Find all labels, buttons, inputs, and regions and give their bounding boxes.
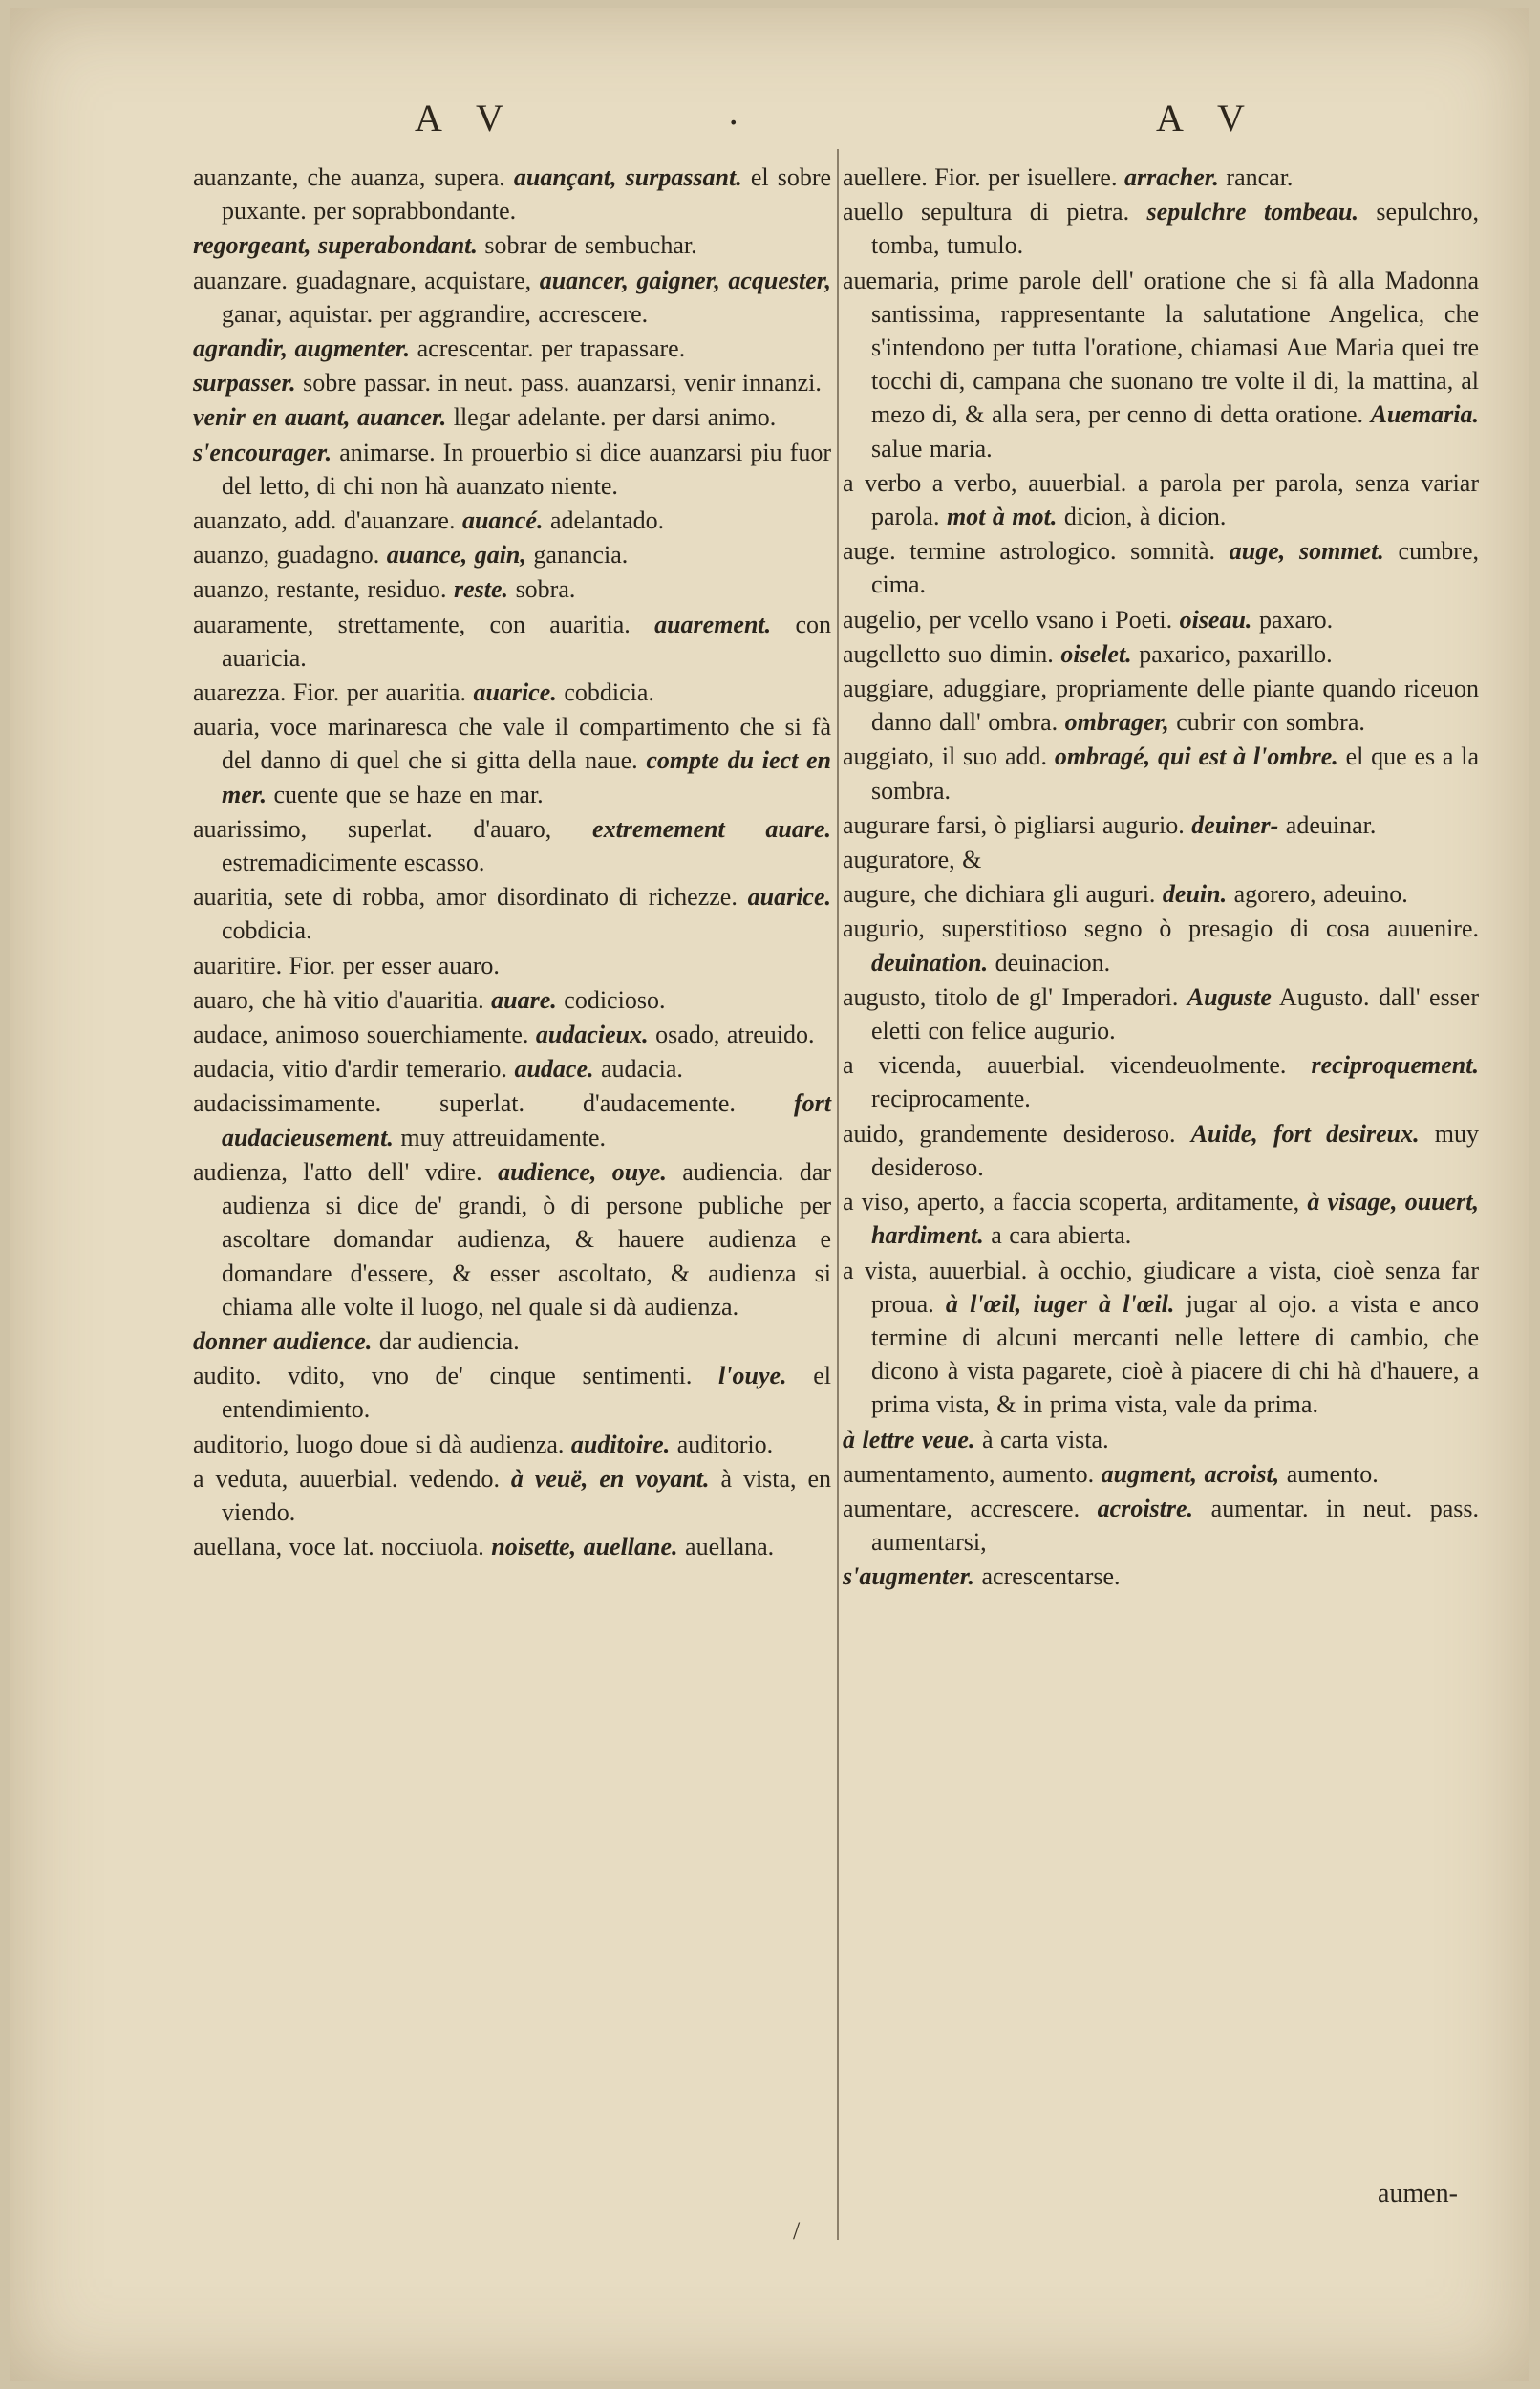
entry-french: à veuë, en voyant. [510, 1464, 710, 1493]
entry-term: auido, grandemente desideroso. [843, 1119, 1176, 1148]
dictionary-entry [193, 1052, 831, 1086]
entry-term: auello sepultura di pietra. [843, 198, 1130, 226]
entry-spanish: paxarico, paxarillo. [1139, 639, 1333, 668]
dictionary-entry [843, 843, 1479, 876]
dictionary-entry [193, 880, 831, 947]
dictionary-entry [843, 161, 1479, 194]
entry-term: auge. termine astrologico. somnità. [843, 537, 1216, 566]
entry-french: arracher. [1123, 163, 1219, 191]
entry-spanish: muy attreuidamente. [400, 1123, 607, 1151]
entry-spanish: reciprocamente. [871, 1085, 1031, 1113]
entry-term: audace, animoso souerchiamente. [193, 1021, 529, 1049]
entry-spanish: ganar, aquistar. per aggrandire, accrescere. [222, 299, 649, 328]
entry-spanish: cumbre, cima. [871, 537, 1480, 599]
dictionary-entry [843, 808, 1479, 842]
entry-spanish: adelantado. [549, 506, 665, 535]
entry-french: audace. [514, 1055, 594, 1084]
entry-term: auggiato, il suo add. [843, 743, 1048, 771]
entry-french: audacieux. [535, 1021, 649, 1049]
entry-term: auanzo, guadagno. [193, 541, 380, 570]
entry-term: auanzante, che auanza, supera. [193, 163, 505, 191]
entry-spanish: animarse. In prouerbio si dice auanzarsi piu fuor del letto, di chi non hà auanzato niente. [222, 438, 831, 500]
dictionary-entry [843, 534, 1479, 601]
entry-french: auancé. [461, 506, 544, 535]
entry-term: audito. vdito, vno de' cinque sentimenti. [193, 1362, 693, 1390]
entry-french: mot à mot. [946, 503, 1058, 531]
entry-french: surpasser. [193, 369, 296, 398]
entry-french: auarement. [654, 610, 772, 638]
running-head-right: A V [1156, 97, 1258, 140]
entry-french: à lettre veue. [843, 1425, 975, 1453]
entry-spanish: deuinacion. [995, 948, 1111, 977]
dictionary-entry [843, 603, 1479, 636]
entry-spanish: codicioso. [564, 985, 666, 1014]
dictionary-entry [843, 637, 1479, 671]
entry-french: auarice. [473, 678, 557, 707]
dictionary-entry [193, 538, 831, 571]
entry-spanish: cobdicia. [222, 916, 312, 945]
dictionary-entry [193, 1018, 831, 1051]
entry-spanish: adeuinar. [1285, 810, 1377, 839]
dictionary-entry [843, 1457, 1479, 1491]
entry-french: oiselet. [1060, 639, 1132, 668]
entry-spanish: estremadicimente escasso. [222, 849, 485, 877]
entry-french: noisette, auellane. [491, 1533, 678, 1561]
entry-spanish: sobra. [515, 575, 576, 604]
margin-mark: / [793, 2217, 801, 2245]
entry-french: ombragé, qui est à l'ombre. [1054, 743, 1338, 771]
entry-french: agrandir, augmenter. [193, 334, 411, 363]
entry-french: deuin. [1162, 880, 1228, 909]
entry-term: augusto, titolo de gl' Imperadori. [843, 982, 1179, 1011]
dictionary-entry [843, 980, 1479, 1047]
entry-french: sepulchre tombeau. [1146, 198, 1358, 226]
entry-spanish: el sobre puxante. per soprabbondante. [222, 163, 832, 226]
entry-french: audience, ouye. [498, 1157, 667, 1186]
entry-spanish: sobrar de sembuchar. [484, 231, 697, 260]
entry-french: extremement auare. [592, 814, 831, 843]
entry-french: fort audacieusement. [222, 1089, 831, 1151]
running-head-dot: . [728, 94, 739, 133]
entry-french: oiseau. [1179, 605, 1252, 634]
entry-french: auance, gain, [386, 541, 526, 570]
entry-french: s'encourager. [193, 438, 332, 466]
entry-spanish: acrescentar. per trapassare. [417, 334, 686, 363]
entry-term: augurare farsi, ò pigliarsi augurio. [843, 810, 1185, 839]
dictionary-entry [193, 161, 831, 227]
entry-spanish: el que es a la sombra. [871, 743, 1480, 805]
entry-french: Auemaria. [1370, 400, 1479, 429]
dictionary-entry [843, 1117, 1479, 1184]
entry-spanish: cuente que se haze en mar. [273, 780, 544, 808]
entry-spanish: audiencia. dar audienza si dice de' grandi, ò di persone publiche per ascoltare domandar audienza, & hauere audienza e domandare d'essere, & esser ascoltato, & audienza si chiama alle volte il luogo, nel quale si dà audienza. [222, 1157, 832, 1321]
entry-term: a vicenda, auuerbial. vicendeuolmente. [843, 1051, 1287, 1080]
dictionary-entry [843, 672, 1479, 739]
entry-term: auellere. Fior. per isuellere. [843, 163, 1118, 191]
entry-french: auarice. [747, 883, 831, 912]
dictionary-entry [193, 983, 831, 1017]
entry-french: ombrager, [1064, 708, 1169, 737]
entry-term: auditorio, luogo doue si dà audienza. [193, 1430, 565, 1458]
entry-french: venir en auant, auancer. [193, 403, 447, 432]
dictionary-entry [843, 466, 1479, 533]
entry-term: auaria, voce marinaresca che vale il compartimento che si fà del danno di quel che si gitta della naue. [193, 713, 831, 775]
entry-term: aumentamento, aumento. [843, 1459, 1095, 1488]
entry-term: auanzato, add. d'auanzare. [193, 506, 456, 535]
dictionary-entry [193, 1087, 831, 1153]
entry-spanish: cobdicia. [564, 678, 654, 707]
entry-spanish: Augusto. dall' esser eletti con felice augurio. [871, 982, 1480, 1045]
entry-term: auaramente, strettamente, con auaritia. [193, 610, 631, 638]
entry-spanish: sepulchro, tomba, tumulo. [871, 198, 1479, 260]
entry-french: auge, sommet. [1229, 537, 1384, 566]
entry-term: augure, che dichiara gli auguri. [843, 880, 1156, 909]
entry-french: acroistre. [1097, 1494, 1194, 1522]
entry-term: auguratore, & [843, 846, 982, 874]
dictionary-entry [193, 504, 831, 537]
dictionary-entry [193, 812, 831, 879]
dictionary-entry [193, 572, 831, 606]
entry-term: auaro, che hà vitio d'auaritia. [193, 985, 484, 1014]
entry-spanish: aumentar. in neut. pass. aumentarsi, [871, 1494, 1479, 1557]
entry-french: à l'œil, iuger à l'œil. [945, 1289, 1175, 1318]
dictionary-entry [193, 1428, 831, 1461]
entry-term: auggiare, aduggiare, propriamente delle piante quando riceuon danno dall' ombra. [843, 675, 1479, 737]
entry-french: augment, acroist, [1101, 1459, 1280, 1488]
entry-spanish: agorero, adeuino. [1233, 880, 1408, 909]
entry-french: auançant, surpassant. [513, 163, 742, 191]
entry-term: audacissimamente. superlat. d'audacemente. [193, 1089, 736, 1118]
entry-spanish: ganancia. [533, 541, 629, 570]
dictionary-entry [193, 1155, 831, 1324]
entry-french: deuiner- [1191, 810, 1279, 839]
entry-spanish: rancar. [1226, 163, 1294, 191]
dictionary-entry [193, 1462, 831, 1529]
entry-term: a veduta, auuerbial. vedendo. [193, 1464, 500, 1493]
entry-term: a verbo a verbo, auuerbial. a parola per parola, senza variar parola. [843, 468, 1479, 531]
entry-spanish: paxaro. [1258, 605, 1334, 634]
entry-spanish: el entendimiento. [222, 1362, 832, 1424]
entry-term: auarezza. Fior. per auaritia. [193, 678, 466, 707]
entry-term: a vista, auuerbial. à occhio, giudicare a vista, cioè senza far proua. [843, 1256, 1479, 1318]
entry-french: l'ouye. [718, 1362, 787, 1390]
dictionary-entry [193, 264, 831, 331]
entry-spanish: à vista, en viendo. [222, 1464, 832, 1526]
right-column [843, 161, 1479, 1595]
entry-spanish: dar audiencia. [378, 1326, 520, 1355]
entry-french: reste. [454, 575, 509, 604]
entry-term: auellana, voce lat. nocciuola. [193, 1533, 484, 1561]
entry-spanish: audacia. [600, 1055, 683, 1084]
entry-french: auancer, gaigner, acquester, [539, 266, 831, 294]
catchword: aumen- [1378, 2179, 1458, 2208]
entry-spanish: auditorio. [676, 1430, 774, 1458]
dictionary-entry [843, 1048, 1479, 1115]
left-column [193, 161, 831, 1564]
entry-french: s'augmenter. [843, 1562, 974, 1591]
entry-term: audienza, l'atto dell' vdire. [193, 1157, 482, 1186]
entry-term: a viso, aperto, a faccia scoperta, arditamente, [843, 1188, 1300, 1216]
book-page [10, 8, 1529, 2381]
entry-term: aumentare, accrescere. [843, 1494, 1080, 1522]
entry-spanish: osado, atreuido. [655, 1021, 815, 1049]
running-head-left: A V [415, 97, 517, 140]
dictionary-entry [843, 264, 1479, 465]
entry-term: augelletto suo dimin. [843, 639, 1054, 668]
entry-spanish: aumento. [1286, 1459, 1379, 1488]
entry-spanish: dicion, à dicion. [1063, 503, 1227, 531]
entry-spanish: acrescentarse. [981, 1562, 1121, 1591]
entry-french: à visage, ouuert, hardiment. [871, 1188, 1479, 1250]
dictionary-entry [193, 710, 831, 811]
entry-spanish: jugar al ojo. a vista e anco termine di alcuni mercanti nelle lettere di cambio, che dicono à vista pagarete, cioè à piacere di chi hà d'hauere, a prima vista, & in prima vista, vale da prima. [871, 1289, 1479, 1419]
entry-french: reciproquement. [1311, 1051, 1479, 1080]
dictionary-entry [193, 949, 831, 982]
entry-term: augelio, per vcello vsano i Poeti. [843, 605, 1173, 634]
entry-term: auanzo, restante, residuo. [193, 575, 447, 604]
entry-spanish: auellana. [685, 1533, 775, 1561]
dictionary-entry [193, 228, 831, 262]
entry-spanish: muy desideroso. [871, 1119, 1480, 1181]
entry-french: donner audience. [193, 1326, 373, 1355]
dictionary-entry [843, 740, 1479, 807]
entry-term: auanzare. guadagnare, acquistare, [193, 266, 532, 294]
entry-french: auare. [491, 985, 557, 1014]
entry-term: auarissimo, superlat. d'auaro, [193, 814, 552, 843]
entry-term: auemaria, prime parole dell' oratione che si fà alla Madonna santissima, rappresentante la salutatione Angelica, che s'intendono per tutta l'oratione, chiamasi Aue Maria quei tre tocchi di, campana che suonano tre volte il di, la mattina, al mezo di, & alla sera, per cenno di detta oratione. [843, 266, 1479, 429]
dictionary-entry [193, 1359, 831, 1426]
dictionary-entry [843, 912, 1479, 979]
dictionary-entry [193, 400, 831, 434]
dictionary-entry [193, 1324, 831, 1358]
dictionary-entry [843, 1492, 1479, 1559]
dictionary-entry [843, 1560, 1479, 1593]
dictionary-entry [843, 1423, 1479, 1456]
dictionary-entry [843, 1254, 1479, 1422]
dictionary-entry [193, 332, 831, 365]
dictionary-entry [193, 1530, 831, 1563]
entry-term: auaritia, sete di robba, amor disordinato di richezze. [193, 883, 738, 912]
entry-spanish: à carta vista. [981, 1425, 1109, 1453]
entry-spanish: sobre passar. in neut. pass. auanzarsi, venir innanzi. [303, 369, 822, 398]
column-divider [837, 149, 839, 2240]
entry-french: compte du iect en mer. [222, 746, 832, 808]
entry-french: auditoire. [570, 1430, 671, 1458]
entry-term: audacia, vitio d'ardir temerario. [193, 1055, 507, 1084]
entry-french: regorgeant, superabondant. [193, 231, 478, 260]
entry-term: auaritire. Fior. per esser auaro. [193, 951, 500, 979]
entry-spanish: salue maria. [871, 434, 993, 463]
dictionary-entry [843, 195, 1479, 262]
dictionary-entry [193, 608, 831, 675]
entry-french: Auguste [1187, 982, 1272, 1011]
entry-french: deuination. [871, 948, 989, 977]
entry-spanish: llegar adelante. per darsi animo. [453, 403, 777, 432]
dictionary-entry [193, 676, 831, 709]
dictionary-entry [843, 1185, 1479, 1252]
dictionary-entry [193, 436, 831, 503]
entry-spanish: con auaricia. [222, 610, 832, 672]
dictionary-entry [843, 877, 1479, 911]
entry-spanish: a cara abierta. [991, 1221, 1132, 1250]
entry-spanish: cubrir con sombra. [1176, 708, 1365, 737]
dictionary-entry [193, 366, 831, 399]
entry-french: Auide, fort desireux. [1190, 1119, 1420, 1148]
entry-term: augurio, superstitioso segno ò presagio di cosa auuenire. [843, 915, 1479, 943]
